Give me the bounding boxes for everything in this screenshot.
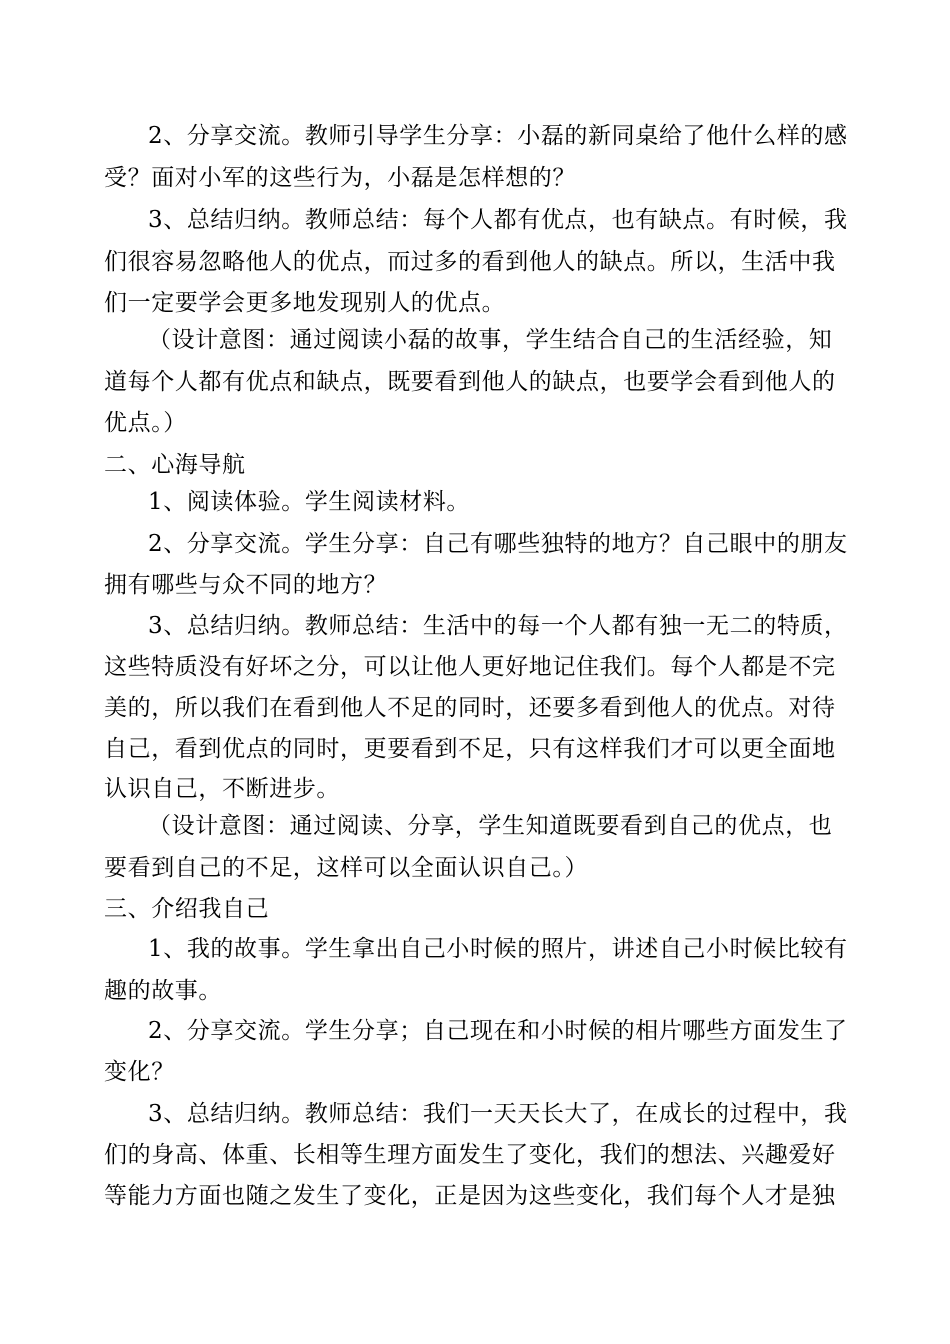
design-intent-line: （设计意图：通过阅读、分享，学生知道既要看到自己的优点，也	[148, 813, 833, 839]
paragraph-line: 1、我的故事。学生拿出自己小时候的照片，讲述自己小时候比较有	[148, 936, 848, 962]
paragraph-line: 们很容易忽略他人的优点，而过多的看到他人的缺点。所以，生活中我	[104, 249, 836, 275]
paragraph-line: 拥有哪些与众不同的地方？	[104, 572, 388, 598]
section-heading: 三、介绍我自己	[104, 896, 270, 922]
paragraph-line: 3、总结归纳。教师总结：生活中的每一个人都有独一无二的特质，	[148, 613, 848, 639]
paragraph-line: 2、分享交流。学生分享：自己有哪些独特的地方？自己眼中的朋友	[148, 531, 848, 557]
design-intent-line: 要看到自己的不足，这样可以全面认识自己。）	[104, 855, 589, 881]
paragraph-line: 受？面对小军的这些行为，小磊是怎样想的？	[104, 165, 576, 191]
paragraph-line: 2、分享交流。学生分享；自己现在和小时候的相片哪些方面发生了	[148, 1018, 848, 1044]
design-intent-line: 优点。）	[104, 410, 187, 436]
paragraph-line: 们的身高、体重、长相等生理方面发生了变化，我们的想法、兴趣爱好	[104, 1142, 836, 1168]
paragraph-line: 1、阅读体验。学生阅读材料。	[148, 489, 471, 515]
paragraph-line: 2、分享交流。教师引导学生分享：小磊的新同桌给了他什么样的感	[148, 123, 848, 149]
paragraph-line: 们一定要学会更多地发现别人的优点。	[104, 290, 506, 316]
design-intent-line: 道每个人都有优点和缺点，既要看到他人的缺点，也要学会看到他人的	[104, 369, 836, 395]
design-intent-line: （设计意图：通过阅读小磊的故事，学生结合自己的生活经验，知	[148, 327, 833, 353]
paragraph-line: 变化？	[104, 1059, 175, 1085]
paragraph-line: 3、总结归纳。教师总结：我们一天天长大了，在成长的过程中，我	[148, 1101, 848, 1127]
paragraph-line: 自己，看到优点的同时，更要看到不足，只有这样我们才可以更全面地	[104, 736, 836, 762]
paragraph-line: 3、总结归纳。教师总结：每个人都有优点，也有缺点。有时候，我	[148, 207, 848, 233]
paragraph-line: 等能力方面也随之发生了变化，正是因为这些变化，我们每个人才是独	[104, 1183, 836, 1209]
paragraph-line: 美的，所以我们在看到他人不足的同时，还要多看到他人的优点。对待	[104, 695, 836, 721]
paragraph-line: 这些特质没有好坏之分，可以让他人更好地记住我们。每个人都是不完	[104, 654, 836, 680]
paragraph-line: 趣的故事。	[104, 978, 222, 1004]
section-heading: 二、心海导航	[104, 452, 246, 478]
paragraph-line: 认识自己，不断进步。	[104, 776, 340, 802]
